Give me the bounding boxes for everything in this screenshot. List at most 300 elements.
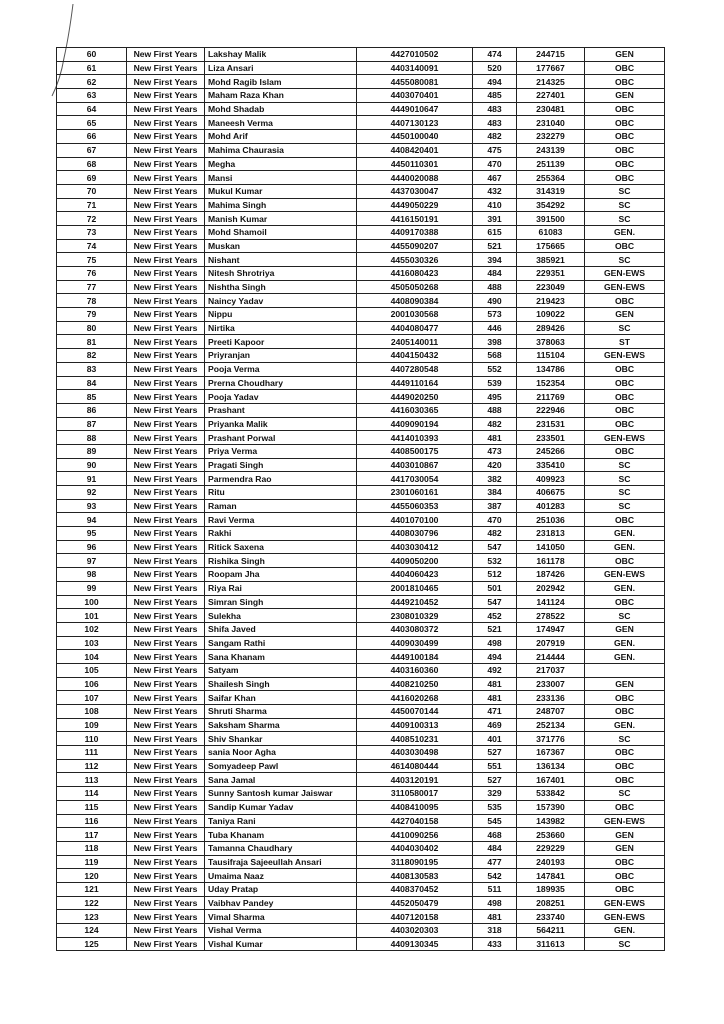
student-name-cell: Liza Ansari [205, 61, 357, 75]
class-cell: New First Years [127, 650, 205, 664]
marks-cell: 481 [473, 677, 517, 691]
roll-number-cell: 2405140011 [357, 335, 473, 349]
class-cell: New First Years [127, 116, 205, 130]
serial-number-cell: 78 [57, 294, 127, 308]
serial-number-cell: 89 [57, 444, 127, 458]
student-name-cell: Sana Jamal [205, 773, 357, 787]
category-cell: OBC [585, 855, 665, 869]
serial-number-cell: 79 [57, 308, 127, 322]
serial-number-cell: 111 [57, 746, 127, 760]
roll-number-cell: 4409130345 [357, 937, 473, 951]
student-name-cell: Manish Kumar [205, 212, 357, 226]
marks-cell: 547 [473, 595, 517, 609]
class-cell: New First Years [127, 636, 205, 650]
category-cell: SC [585, 253, 665, 267]
rank-cell: 219423 [517, 294, 585, 308]
student-name-cell: Saifar Khan [205, 691, 357, 705]
rank-cell: 233136 [517, 691, 585, 705]
rank-cell: 354292 [517, 198, 585, 212]
marks-cell: 384 [473, 486, 517, 500]
category-cell: GEN. [585, 225, 665, 239]
rank-cell: 177667 [517, 61, 585, 75]
serial-number-cell: 68 [57, 157, 127, 171]
serial-number-cell: 82 [57, 349, 127, 363]
marks-cell: 474 [473, 48, 517, 62]
marks-cell: 492 [473, 663, 517, 677]
serial-number-cell: 67 [57, 143, 127, 157]
serial-number-cell: 71 [57, 198, 127, 212]
student-name-cell: Saksham Sharma [205, 718, 357, 732]
class-cell: New First Years [127, 390, 205, 404]
category-cell: OBC [585, 239, 665, 253]
class-cell: New First Years [127, 759, 205, 773]
rank-cell: 208251 [517, 896, 585, 910]
roll-number-cell: 2308010329 [357, 609, 473, 623]
student-name-cell: Maham Raza Khan [205, 89, 357, 103]
roll-number-cell: 4455060353 [357, 499, 473, 513]
roll-number-cell: 3118090195 [357, 855, 473, 869]
class-cell: New First Years [127, 609, 205, 623]
serial-number-cell: 99 [57, 581, 127, 595]
table-row [57, 759, 665, 773]
rank-cell: 233740 [517, 910, 585, 924]
student-name-cell: Mansi [205, 171, 357, 185]
rank-cell: 217037 [517, 663, 585, 677]
rank-cell: 409923 [517, 472, 585, 486]
roll-number-cell: 4450110301 [357, 157, 473, 171]
student-name-cell: Sunny Santosh kumar Jaiswar [205, 787, 357, 801]
category-cell: OBC [585, 691, 665, 705]
category-cell: GEN [585, 677, 665, 691]
rank-cell: 214325 [517, 75, 585, 89]
class-cell: New First Years [127, 828, 205, 842]
marks-cell: 329 [473, 787, 517, 801]
roll-number-cell: 4449010647 [357, 102, 473, 116]
class-cell: New First Years [127, 595, 205, 609]
student-name-cell: Vimal Sharma [205, 910, 357, 924]
marks-cell: 512 [473, 568, 517, 582]
class-cell: New First Years [127, 308, 205, 322]
marks-cell: 484 [473, 267, 517, 281]
serial-number-cell: 102 [57, 622, 127, 636]
rank-cell: 214444 [517, 650, 585, 664]
class-cell: New First Years [127, 896, 205, 910]
roll-number-cell: 4427040158 [357, 814, 473, 828]
category-cell: OBC [585, 417, 665, 431]
class-cell: New First Years [127, 89, 205, 103]
category-cell: OBC [585, 75, 665, 89]
serial-number-cell: 116 [57, 814, 127, 828]
serial-number-cell: 109 [57, 718, 127, 732]
serial-number-cell: 76 [57, 267, 127, 281]
category-cell: OBC [585, 102, 665, 116]
category-cell: GEN [585, 89, 665, 103]
class-cell: New First Years [127, 746, 205, 760]
category-cell: SC [585, 212, 665, 226]
class-cell: New First Years [127, 349, 205, 363]
category-cell: GEN-EWS [585, 267, 665, 281]
roll-number-cell: 4455080081 [357, 75, 473, 89]
table-row [57, 444, 665, 458]
roll-number-cell: 4416150191 [357, 212, 473, 226]
table-row [57, 75, 665, 89]
serial-number-cell: 107 [57, 691, 127, 705]
rank-cell: 252134 [517, 718, 585, 732]
class-cell: New First Years [127, 294, 205, 308]
class-cell: New First Years [127, 171, 205, 185]
category-cell: OBC [585, 143, 665, 157]
marks-cell: 433 [473, 937, 517, 951]
table-row [57, 294, 665, 308]
category-cell: GEN. [585, 924, 665, 938]
category-cell: GEN. [585, 650, 665, 664]
admission-list-table [56, 47, 665, 951]
roll-number-cell: 4408210250 [357, 677, 473, 691]
student-name-cell: Sana Khanam [205, 650, 357, 664]
rank-cell: 232279 [517, 130, 585, 144]
rank-cell: 229229 [517, 841, 585, 855]
serial-number-cell: 101 [57, 609, 127, 623]
class-cell: New First Years [127, 212, 205, 226]
student-name-cell: Tausifraja Sajeeullah Ansari [205, 855, 357, 869]
serial-number-cell: 84 [57, 376, 127, 390]
rank-cell: 207919 [517, 636, 585, 650]
table-row [57, 102, 665, 116]
roll-number-cell: 4403030498 [357, 746, 473, 760]
category-cell: SC [585, 198, 665, 212]
serial-number-cell: 62 [57, 75, 127, 89]
class-cell: New First Years [127, 458, 205, 472]
serial-number-cell: 90 [57, 458, 127, 472]
serial-number-cell: 110 [57, 732, 127, 746]
rank-cell: 175665 [517, 239, 585, 253]
table-row [57, 732, 665, 746]
student-name-cell: Tamanna Chaudhary [205, 841, 357, 855]
table-row [57, 48, 665, 62]
marks-cell: 615 [473, 225, 517, 239]
roll-number-cell: 4614080444 [357, 759, 473, 773]
class-cell: New First Years [127, 937, 205, 951]
rank-cell: 202942 [517, 581, 585, 595]
category-cell: OBC [585, 390, 665, 404]
student-name-cell: Sangam Rathi [205, 636, 357, 650]
student-name-cell: Pooja Yadav [205, 390, 357, 404]
marks-cell: 542 [473, 869, 517, 883]
roll-number-cell: 4404060423 [357, 568, 473, 582]
category-cell: OBC [585, 376, 665, 390]
category-cell: SC [585, 184, 665, 198]
class-cell: New First Years [127, 280, 205, 294]
table-row [57, 882, 665, 896]
category-cell: SC [585, 499, 665, 513]
serial-number-cell: 122 [57, 896, 127, 910]
roll-number-cell: 4407120158 [357, 910, 473, 924]
student-name-cell: Rakhi [205, 527, 357, 541]
class-cell: New First Years [127, 691, 205, 705]
table-row [57, 143, 665, 157]
rank-cell: 141050 [517, 540, 585, 554]
roll-number-cell: 4408420401 [357, 143, 473, 157]
category-cell: GEN-EWS [585, 910, 665, 924]
roll-number-cell: 2001030568 [357, 308, 473, 322]
marks-cell: 532 [473, 554, 517, 568]
class-cell: New First Years [127, 444, 205, 458]
rank-cell: 289426 [517, 321, 585, 335]
serial-number-cell: 80 [57, 321, 127, 335]
class-cell: New First Years [127, 513, 205, 527]
student-name-cell: Taniya Rani [205, 814, 357, 828]
marks-cell: 494 [473, 650, 517, 664]
serial-number-cell: 108 [57, 705, 127, 719]
marks-cell: 481 [473, 910, 517, 924]
serial-number-cell: 61 [57, 61, 127, 75]
table-row [57, 855, 665, 869]
marks-cell: 468 [473, 828, 517, 842]
marks-cell: 490 [473, 294, 517, 308]
class-cell: New First Years [127, 198, 205, 212]
class-cell: New First Years [127, 225, 205, 239]
rank-cell: 152354 [517, 376, 585, 390]
class-cell: New First Years [127, 239, 205, 253]
marks-cell: 420 [473, 458, 517, 472]
serial-number-cell: 120 [57, 869, 127, 883]
marks-cell: 520 [473, 61, 517, 75]
class-cell: New First Years [127, 102, 205, 116]
rank-cell: 314319 [517, 184, 585, 198]
table-row [57, 431, 665, 445]
category-cell: GEN [585, 308, 665, 322]
category-cell: OBC [585, 869, 665, 883]
marks-cell: 495 [473, 390, 517, 404]
marks-cell: 527 [473, 746, 517, 760]
category-cell: OBC [585, 403, 665, 417]
marks-cell: 498 [473, 636, 517, 650]
table-row [57, 499, 665, 513]
serial-number-cell: 83 [57, 362, 127, 376]
class-cell: New First Years [127, 253, 205, 267]
category-cell: SC [585, 321, 665, 335]
table-row [57, 116, 665, 130]
serial-number-cell: 86 [57, 403, 127, 417]
table-row [57, 609, 665, 623]
rank-cell: 311613 [517, 937, 585, 951]
category-cell: OBC [585, 444, 665, 458]
student-name-cell: Mahima Chaurasia [205, 143, 357, 157]
category-cell: GEN [585, 48, 665, 62]
class-cell: New First Years [127, 267, 205, 281]
serial-number-cell: 70 [57, 184, 127, 198]
student-name-cell: Rishika Singh [205, 554, 357, 568]
table-row [57, 130, 665, 144]
rank-cell: 231531 [517, 417, 585, 431]
student-name-cell: Mohd Arif [205, 130, 357, 144]
serial-number-cell: 124 [57, 924, 127, 938]
roll-number-cell: 4449100184 [357, 650, 473, 664]
rank-cell: 136134 [517, 759, 585, 773]
student-name-cell: Ravi Verma [205, 513, 357, 527]
serial-number-cell: 87 [57, 417, 127, 431]
class-cell: New First Years [127, 143, 205, 157]
student-name-cell: Tuba Khanam [205, 828, 357, 842]
student-name-cell: Shifa Javed [205, 622, 357, 636]
rank-cell: 406675 [517, 486, 585, 500]
roll-number-cell: 4455030326 [357, 253, 473, 267]
table-row [57, 376, 665, 390]
table-row [57, 869, 665, 883]
marks-cell: 547 [473, 540, 517, 554]
table-row [57, 650, 665, 664]
roll-number-cell: 4450070144 [357, 705, 473, 719]
roll-number-cell: 4409090194 [357, 417, 473, 431]
marks-cell: 475 [473, 143, 517, 157]
student-name-cell: Pooja Verma [205, 362, 357, 376]
class-cell: New First Years [127, 48, 205, 62]
table-row [57, 677, 665, 691]
table-row [57, 321, 665, 335]
marks-cell: 382 [473, 472, 517, 486]
rank-cell: 244715 [517, 48, 585, 62]
marks-cell: 467 [473, 171, 517, 185]
table-row [57, 718, 665, 732]
roll-number-cell: 4409170388 [357, 225, 473, 239]
serial-number-cell: 96 [57, 540, 127, 554]
student-name-cell: Maneesh Verma [205, 116, 357, 130]
roll-number-cell: 2301060161 [357, 486, 473, 500]
class-cell: New First Years [127, 527, 205, 541]
serial-number-cell: 113 [57, 773, 127, 787]
marks-cell: 401 [473, 732, 517, 746]
roll-number-cell: 4408410095 [357, 800, 473, 814]
serial-number-cell: 72 [57, 212, 127, 226]
student-name-cell: Shiv Shankar [205, 732, 357, 746]
serial-number-cell: 69 [57, 171, 127, 185]
marks-cell: 527 [473, 773, 517, 787]
class-cell: New First Years [127, 773, 205, 787]
marks-cell: 446 [473, 321, 517, 335]
table-row [57, 267, 665, 281]
serial-number-cell: 93 [57, 499, 127, 513]
table-row [57, 362, 665, 376]
marks-cell: 521 [473, 239, 517, 253]
table-row [57, 403, 665, 417]
student-name-cell: Raman [205, 499, 357, 513]
table-row [57, 636, 665, 650]
serial-number-cell: 65 [57, 116, 127, 130]
rank-cell: 371776 [517, 732, 585, 746]
class-cell: New First Years [127, 130, 205, 144]
rank-cell: 174947 [517, 622, 585, 636]
roll-number-cell: 4450100040 [357, 130, 473, 144]
table-row [57, 486, 665, 500]
category-cell: SC [585, 458, 665, 472]
serial-number-cell: 123 [57, 910, 127, 924]
serial-number-cell: 106 [57, 677, 127, 691]
class-cell: New First Years [127, 431, 205, 445]
student-name-cell: Ritick Saxena [205, 540, 357, 554]
rank-cell: 255364 [517, 171, 585, 185]
roll-number-cell: 4403020303 [357, 924, 473, 938]
student-name-cell: sania Noor Agha [205, 746, 357, 760]
student-name-cell: Uday Pratap [205, 882, 357, 896]
rank-cell: 231813 [517, 527, 585, 541]
roll-number-cell: 4452050479 [357, 896, 473, 910]
category-cell: GEN. [585, 527, 665, 541]
table-row [57, 458, 665, 472]
category-cell: SC [585, 732, 665, 746]
class-cell: New First Years [127, 869, 205, 883]
student-name-cell: Muskan [205, 239, 357, 253]
roll-number-cell: 4449110164 [357, 376, 473, 390]
table-row [57, 924, 665, 938]
category-cell: OBC [585, 773, 665, 787]
class-cell: New First Years [127, 61, 205, 75]
student-name-cell: Nitesh Shrotriya [205, 267, 357, 281]
roll-number-cell: 4416080423 [357, 267, 473, 281]
class-cell: New First Years [127, 910, 205, 924]
class-cell: New First Years [127, 841, 205, 855]
table-row [57, 184, 665, 198]
marks-cell: 477 [473, 855, 517, 869]
roll-number-cell: 4449050229 [357, 198, 473, 212]
rank-cell: 278522 [517, 609, 585, 623]
category-cell: GEN. [585, 540, 665, 554]
student-name-cell: Megha [205, 157, 357, 171]
category-cell: OBC [585, 746, 665, 760]
table-row [57, 513, 665, 527]
student-name-cell: Priyranjan [205, 349, 357, 363]
rank-cell: 229351 [517, 267, 585, 281]
student-name-cell: Mohd Ragib Islam [205, 75, 357, 89]
roll-number-cell: 4408370452 [357, 882, 473, 896]
table-row [57, 253, 665, 267]
marks-cell: 494 [473, 75, 517, 89]
serial-number-cell: 77 [57, 280, 127, 294]
serial-number-cell: 104 [57, 650, 127, 664]
roll-number-cell: 4409050200 [357, 554, 473, 568]
category-cell: SC [585, 472, 665, 486]
rank-cell: 245266 [517, 444, 585, 458]
marks-cell: 573 [473, 308, 517, 322]
marks-cell: 469 [473, 718, 517, 732]
rank-cell: 141124 [517, 595, 585, 609]
marks-cell: 485 [473, 89, 517, 103]
serial-number-cell: 64 [57, 102, 127, 116]
marks-cell: 387 [473, 499, 517, 513]
serial-number-cell: 115 [57, 800, 127, 814]
rank-cell: 161178 [517, 554, 585, 568]
category-cell: SC [585, 937, 665, 951]
roll-number-cell: 4407130123 [357, 116, 473, 130]
table-row [57, 828, 665, 842]
table-row [57, 417, 665, 431]
table-row [57, 773, 665, 787]
student-name-cell: Mukul Kumar [205, 184, 357, 198]
roll-number-cell: 4416030365 [357, 403, 473, 417]
roll-number-cell: 3110580017 [357, 787, 473, 801]
student-name-cell: Nishant [205, 253, 357, 267]
serial-number-cell: 117 [57, 828, 127, 842]
rank-cell: 223049 [517, 280, 585, 294]
class-cell: New First Years [127, 787, 205, 801]
roll-number-cell: 4417030054 [357, 472, 473, 486]
class-cell: New First Years [127, 663, 205, 677]
table-row [57, 171, 665, 185]
roll-number-cell: 4403160360 [357, 663, 473, 677]
table-row [57, 705, 665, 719]
category-cell: OBC [585, 800, 665, 814]
rank-cell: 147841 [517, 869, 585, 883]
category-cell: OBC [585, 116, 665, 130]
